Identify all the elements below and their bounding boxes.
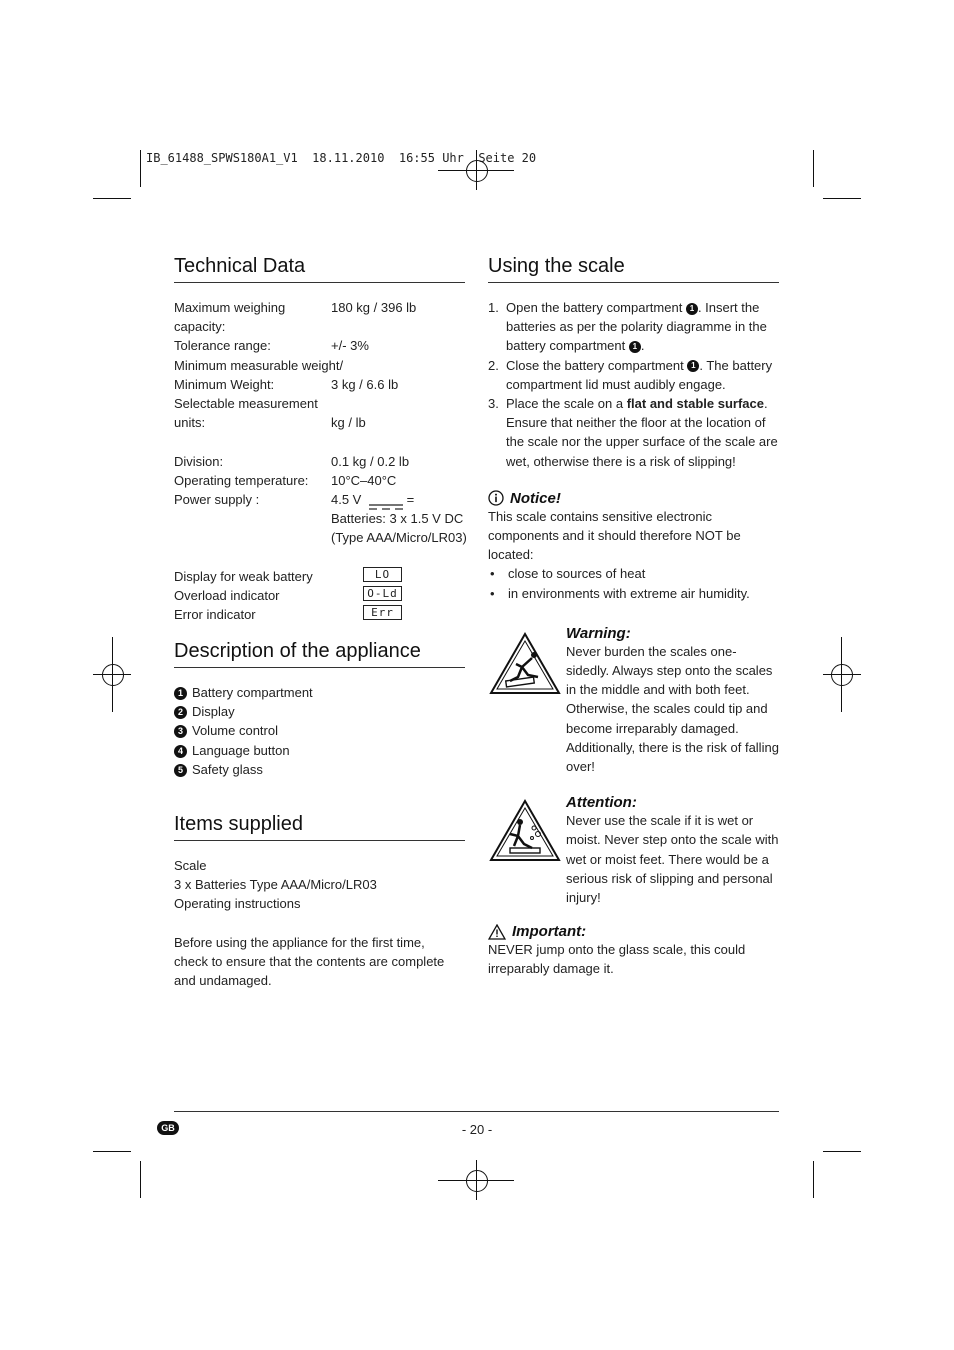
indicator-row: Error indicator Err bbox=[174, 605, 465, 624]
notice-bullet: • close to sources of heat bbox=[490, 566, 646, 582]
number-2-icon: 2 bbox=[174, 706, 187, 719]
part-item: 3 Volume control bbox=[174, 721, 465, 740]
supplied-item: Scale bbox=[174, 858, 207, 873]
steps-list bbox=[488, 298, 779, 471]
indicator-row: Display for weak battery LO bbox=[174, 567, 465, 586]
spec-row: Minimum measurable weight/ bbox=[174, 357, 344, 373]
check-contents-note: Before using the appliance for the first time, check to ensure that the contents are complete and undamaged. bbox=[174, 934, 445, 989]
number-1-icon: 1 bbox=[686, 303, 698, 315]
using-heading: Using the scale bbox=[488, 255, 779, 283]
warning-triangle-icon bbox=[488, 924, 506, 940]
spec-row: Tolerance range: +/- 3% bbox=[174, 338, 369, 354]
step-3: 3. Place the scale on a flat and stable surface. Ensure that neither the floor at the location of the scale nor the upper surface of the scale are wet, otherwise there is a risk of slipping! bbox=[488, 396, 778, 469]
slipping-person-warning-icon bbox=[488, 794, 566, 907]
language-badge: GB bbox=[157, 1121, 179, 1135]
part-item: 4 Language button bbox=[174, 741, 465, 760]
attention-title: Attention: bbox=[566, 794, 637, 812]
warning-block bbox=[488, 625, 779, 776]
number-1-icon: 1 bbox=[174, 687, 187, 700]
lcd-icon: LO bbox=[363, 567, 402, 582]
spec-row: Selectable measurement bbox=[174, 396, 318, 412]
supplied-item: 3 x Batteries Type AAA/Micro/LR03 bbox=[174, 877, 377, 893]
lcd-icon: O-Ld bbox=[363, 586, 402, 601]
spec-row: Maximum weighing capacity: 180 kg / 396 lb bbox=[174, 300, 417, 335]
number-1-icon: 1 bbox=[629, 341, 641, 353]
power-eq: = bbox=[406, 492, 415, 508]
spec-row-blank bbox=[174, 432, 465, 451]
items-supplied-section bbox=[174, 813, 465, 990]
dc-symbol bbox=[369, 497, 403, 505]
info-icon bbox=[488, 490, 504, 506]
part-item: 2 Display bbox=[174, 702, 465, 721]
description-heading: Description of the appliance bbox=[174, 640, 465, 668]
important-block bbox=[488, 923, 779, 978]
number-1-icon: 1 bbox=[687, 360, 699, 372]
spec-row: Minimum Weight: 3 kg / 6.6 lb bbox=[174, 376, 399, 392]
number-3-icon: 3 bbox=[174, 725, 187, 738]
part-item: 5 Safety glass bbox=[174, 760, 465, 779]
indicator-row: Overload indicator O-Ld bbox=[174, 586, 465, 605]
step-1: 1. Open the battery compartment 1 . Insert the batteries as per the polarity diagramme in the battery compartment 1 . bbox=[488, 300, 767, 354]
spec-table bbox=[174, 298, 465, 548]
attention-text: Never use the scale if it is wet or moist. Never step onto the scale with wet or moist feet. There would be a serious risk of slipping and personal injury! bbox=[566, 813, 779, 906]
technical-data-heading: Technical Data bbox=[174, 255, 465, 283]
notice-bullet: • in environments with extreme air humidity. bbox=[490, 585, 750, 601]
number-5-icon: 5 bbox=[174, 764, 187, 777]
description-section bbox=[174, 640, 465, 779]
spec-row: Division: 0.1 kg / 0.2 lb bbox=[174, 453, 410, 469]
spec-row: units: kg / lb bbox=[174, 415, 366, 431]
indicator-table bbox=[174, 567, 465, 625]
power-voltage: 4.5 V bbox=[331, 492, 362, 508]
using-section bbox=[488, 255, 779, 979]
print-slug: IB_61488_SPWS180A1_V1 18.11.2010 16:55 Uhr Seite 20 bbox=[146, 151, 537, 165]
step-2: 2. Close the battery compartment 1 . The battery compartment lid must audibly engage. bbox=[488, 357, 773, 392]
spec-row: (Type AAA/Micro/LR03) bbox=[331, 530, 467, 546]
supplied-item: Operating instructions bbox=[174, 896, 301, 912]
spec-row: Batteries: 3 x 1.5 V DC bbox=[331, 511, 464, 527]
important-title: Important: bbox=[512, 923, 587, 941]
warning-title: Warning: bbox=[566, 624, 631, 642]
items-supplied-heading: Items supplied bbox=[174, 813, 465, 841]
footer-rule bbox=[174, 1111, 779, 1112]
warning-text: Never burden the scales one-sidedly. Always step onto the scales in the middle and with both feet. Otherwise, the scales could tip and become irreparably damaged. Additionally, there is the risk of falling over! bbox=[566, 643, 779, 775]
notice-text: This scale contains sensitive electronic components and it should therefore NOT be located: bbox=[488, 508, 741, 563]
spec-row: Operating temperature: 10°C–40°C bbox=[174, 472, 397, 488]
technical-data-section bbox=[174, 255, 465, 624]
important-text: NEVER jump onto the glass scale, this could irreparably damage it. bbox=[488, 942, 746, 977]
page-number: - 20 - bbox=[461, 1122, 493, 1137]
notice-title: Notice! bbox=[510, 489, 561, 507]
lcd-icon: Err bbox=[363, 605, 402, 620]
power-supply-row: Power supply : 4.5 V = bbox=[174, 492, 415, 508]
falling-person-warning-icon bbox=[488, 625, 566, 776]
number-4-icon: 4 bbox=[174, 745, 187, 758]
notice-block bbox=[488, 490, 779, 603]
attention-block bbox=[488, 794, 779, 907]
part-item: 1 Battery compartment bbox=[174, 683, 465, 702]
